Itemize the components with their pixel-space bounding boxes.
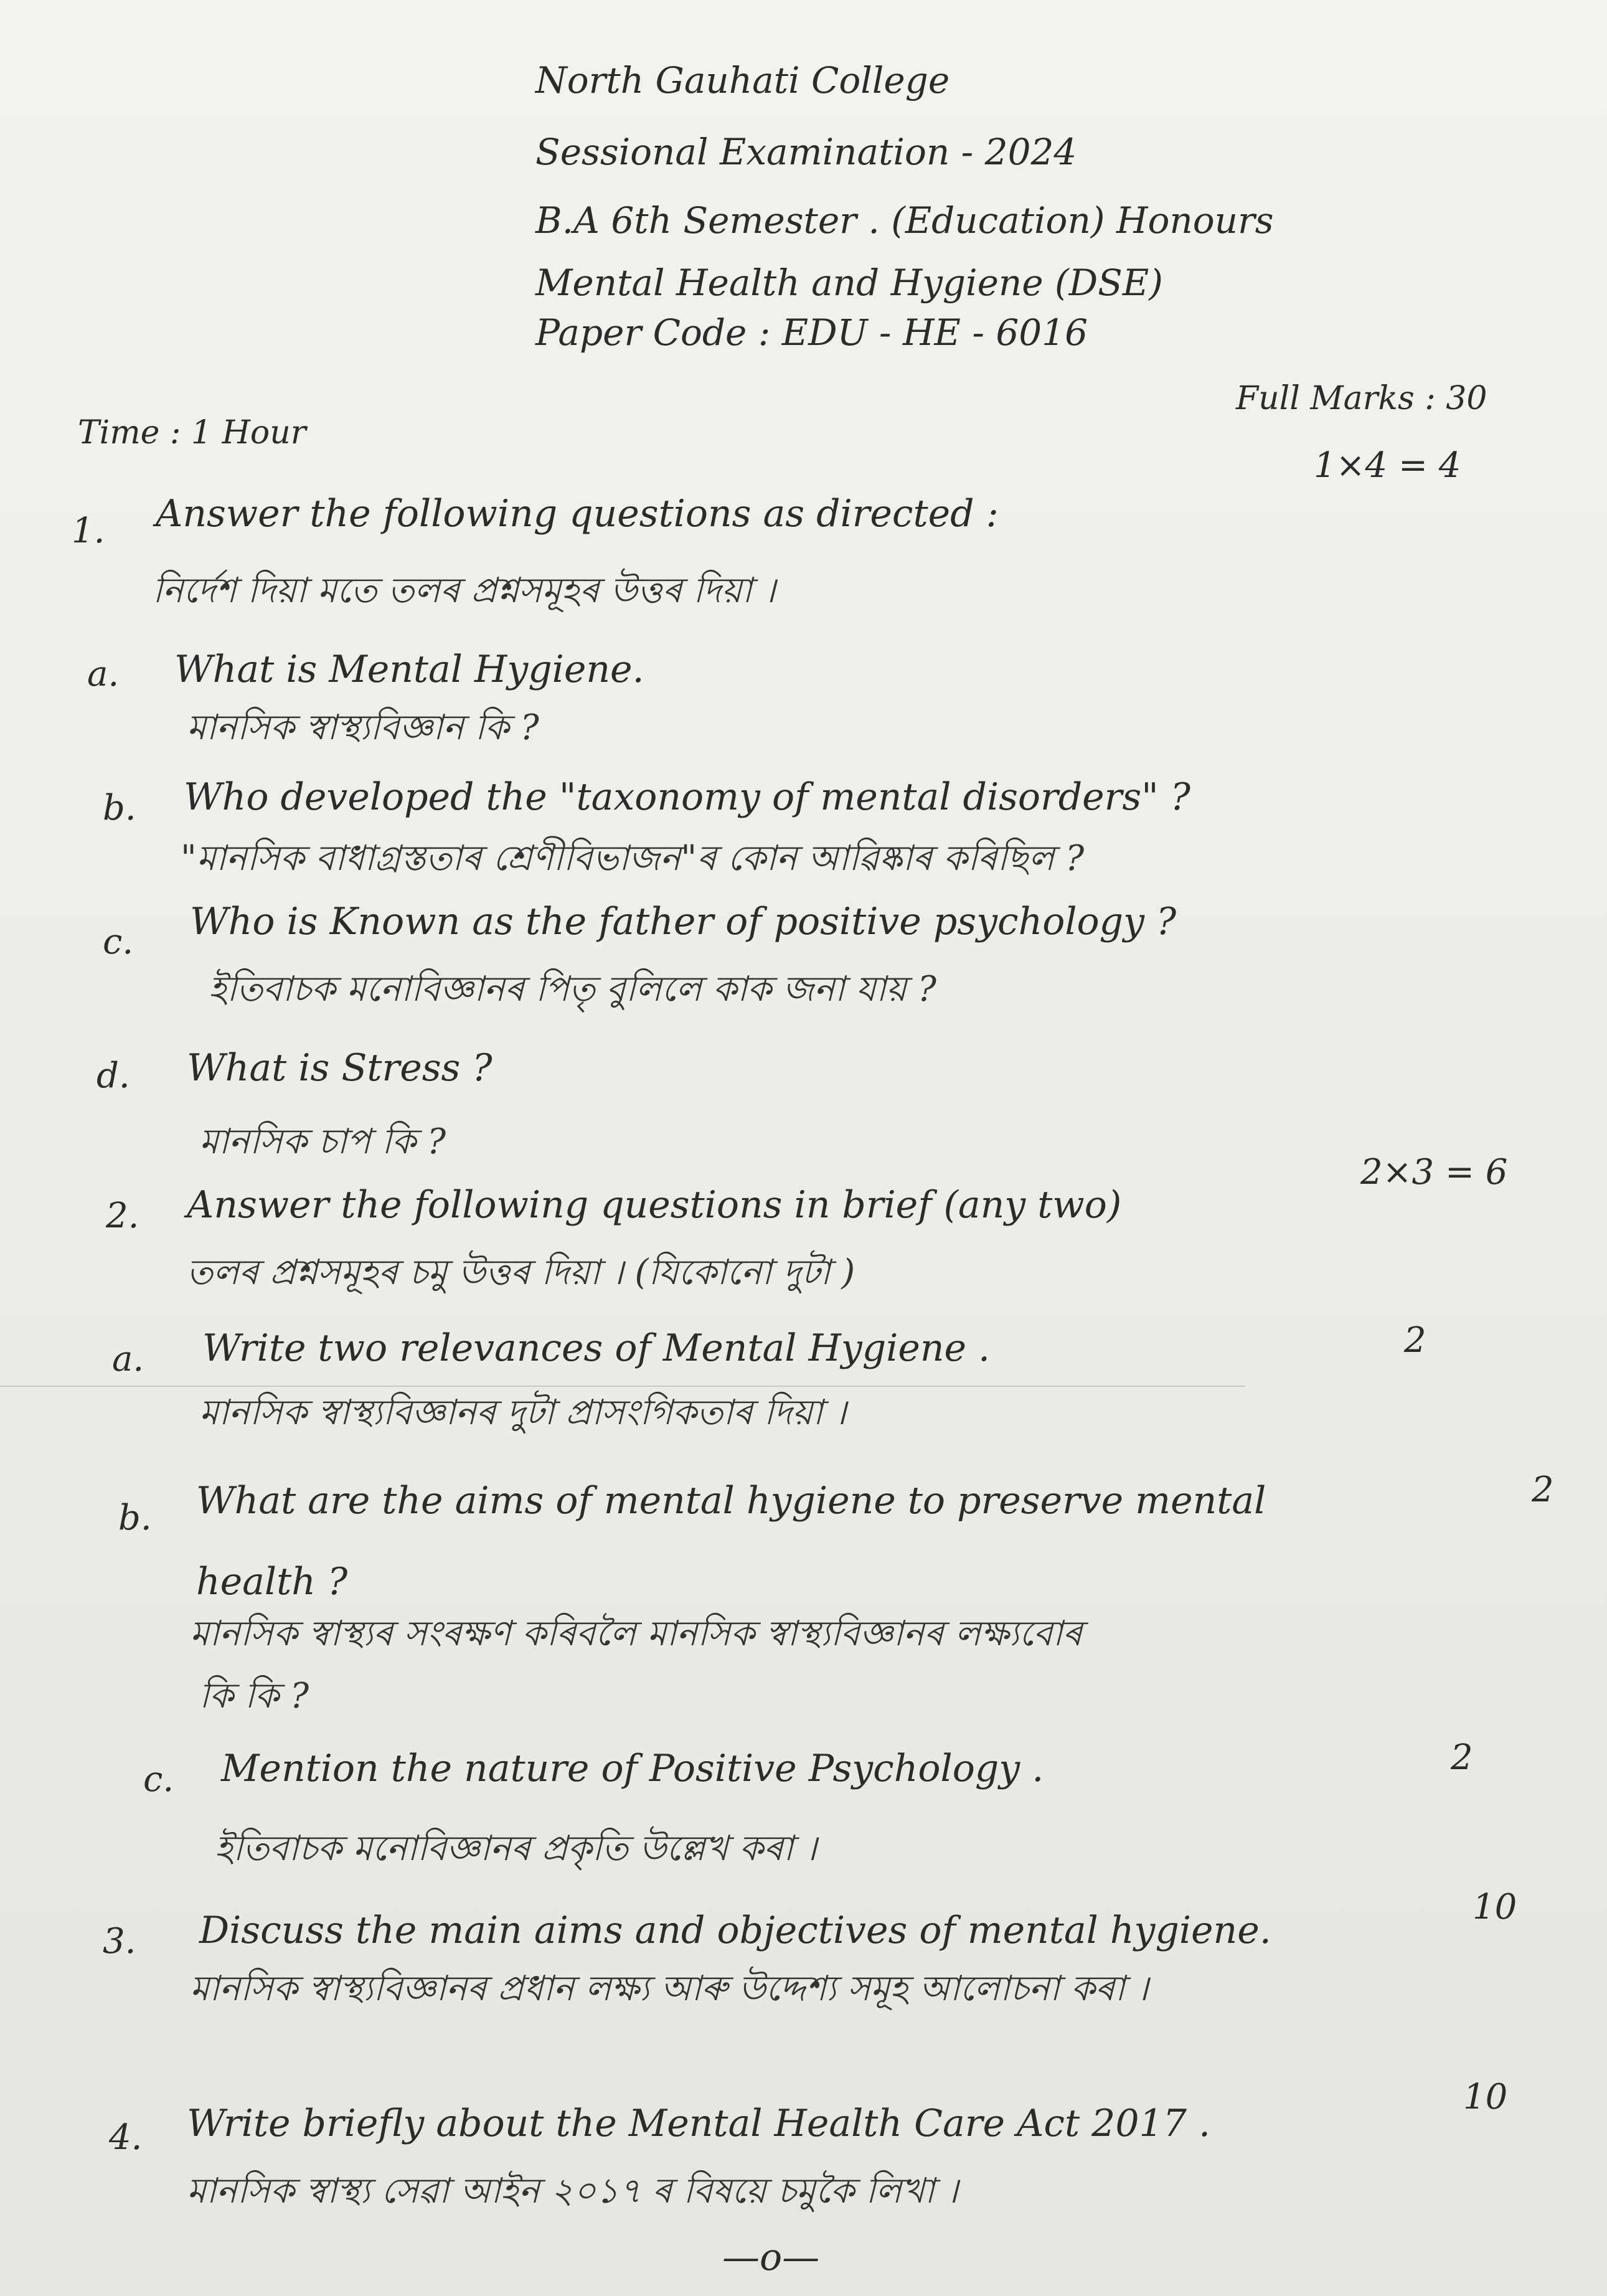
q1-number: 1. [72, 511, 105, 551]
q2c-text-assamese: ইতিবাচক মনোবিজ্ঞানৰ প্ৰকৃতি উল্লেখ কৰা । [215, 1828, 817, 1869]
q1b-label: b. [103, 788, 136, 828]
q1b-text: Who developed the "taxonomy of mental disorders" ? [184, 775, 1190, 819]
q2c-text: Mention the nature of Positive Psychology . [221, 1747, 1044, 1790]
q2a-marks: 2 [1404, 1320, 1426, 1361]
full-marks: Full Marks : 30 [1236, 380, 1487, 417]
q1a-text-assamese: মানসিক স্বাস্থ্যবিজ্ঞান কি ? [187, 707, 539, 748]
q2b-label: b. [118, 1498, 152, 1538]
q1b-text-assamese: "মানসিক বাধাগ্ৰস্ততাৰ শ্ৰেণীবিভাজন"ৰ কোন আৱিষ্কাৰ কৰিছিল ? [181, 838, 1085, 879]
q1c-label: c. [103, 922, 134, 962]
q1c-text: Who is Known as the father of positive psychology ? [190, 900, 1177, 943]
q1c-text-assamese: ইতিবাচক মনোবিজ্ঞানৰ পিতৃ বুলিলে কাক জনা যায় ? [209, 969, 936, 1009]
q1d-text: What is Stress ? [187, 1046, 492, 1090]
q3-text-assamese: মানসিক স্বাস্থ্যবিজ্ঞানৰ প্ৰধান লক্ষ্য আৰু উদ্দেশ্য সমূহ আলোচনা কৰা । [190, 1968, 1149, 2009]
q2a-text: Write two relevances of Mental Hygiene . [202, 1326, 991, 1370]
exam-title: Sessional Examination - 2024 [535, 131, 1077, 173]
q3-marks: 10 [1473, 1887, 1517, 1927]
q4-text: Write briefly about the Mental Health Care Act 2017 . [187, 2102, 1211, 2145]
q2-marks: 2×3 = 6 [1360, 1152, 1508, 1193]
q2b-marks: 2 [1532, 1470, 1554, 1510]
q4-text-assamese: মানসিক স্বাস্থ্য সেৱা আইন ২০১৭ ৰ বিষয়ে চমুকৈ লিখা । [187, 2171, 958, 2211]
q2a-text-assamese: মানসিক স্বাস্থ্যবিজ্ঞানৰ দুটা প্ৰাসংগিকতাৰ দিয়া । [199, 1392, 847, 1433]
q1d-text-assamese: মানসিক চাপ কি ? [199, 1122, 446, 1162]
q2c-label: c. [143, 1759, 174, 1800]
q1-marks: 1×4 = 4 [1314, 445, 1461, 486]
q4-number: 4. [109, 2117, 143, 2158]
college-name: North Gauhati College [535, 59, 950, 102]
time-allowed: Time : 1 Hour [78, 414, 306, 451]
q2-text-assamese: তলৰ প্ৰশ্নসমূহৰ চমু উত্তৰ দিয়া । (যিকোনো দুটা ) [187, 1252, 855, 1293]
q2b-text-continued: health ? [196, 1560, 348, 1604]
course-title: B.A 6th Semester . (Education) Honours [535, 199, 1274, 242]
q1-text: Answer the following questions as directed : [156, 492, 999, 536]
q3-number: 3. [103, 1921, 136, 1962]
q2b-text-assamese: মানসিক স্বাস্থ্যৰ সংৰক্ষণ কৰিবলৈ মানসিক স্বাস্থ্যবিজ্ঞানৰ লক্ষ্যবোৰ [190, 1613, 1083, 1654]
q4-marks: 10 [1463, 2077, 1508, 2117]
q1a-label: a. [87, 654, 120, 694]
q3-text: Discuss the main aims and objectives of mental hygiene. [199, 1909, 1271, 1952]
paper-code: Paper Code : EDU - HE - 6016 [535, 311, 1088, 354]
q1-text-assamese: নিৰ্দেশ দিয়া মতে তলৰ প্ৰশ্নসমূহৰ উত্তৰ দিয়া । [153, 570, 776, 611]
paper-title: Mental Health and Hygiene (DSE) [535, 262, 1163, 304]
q2-number: 2. [106, 1196, 139, 1236]
q2c-marks: 2 [1451, 1737, 1473, 1778]
q2-text: Answer the following questions in brief (any two) [187, 1183, 1122, 1227]
q1a-text: What is Mental Hygiene. [174, 648, 644, 691]
end-of-paper-mark: —o— [722, 2236, 820, 2279]
q1d-label: d. [97, 1056, 130, 1096]
q2a-label: a. [112, 1339, 144, 1379]
q2b-text: What are the aims of mental hygiene to preserve mental [196, 1479, 1266, 1523]
q2b-text-assamese-continued: কি কি ? [199, 1676, 309, 1716]
